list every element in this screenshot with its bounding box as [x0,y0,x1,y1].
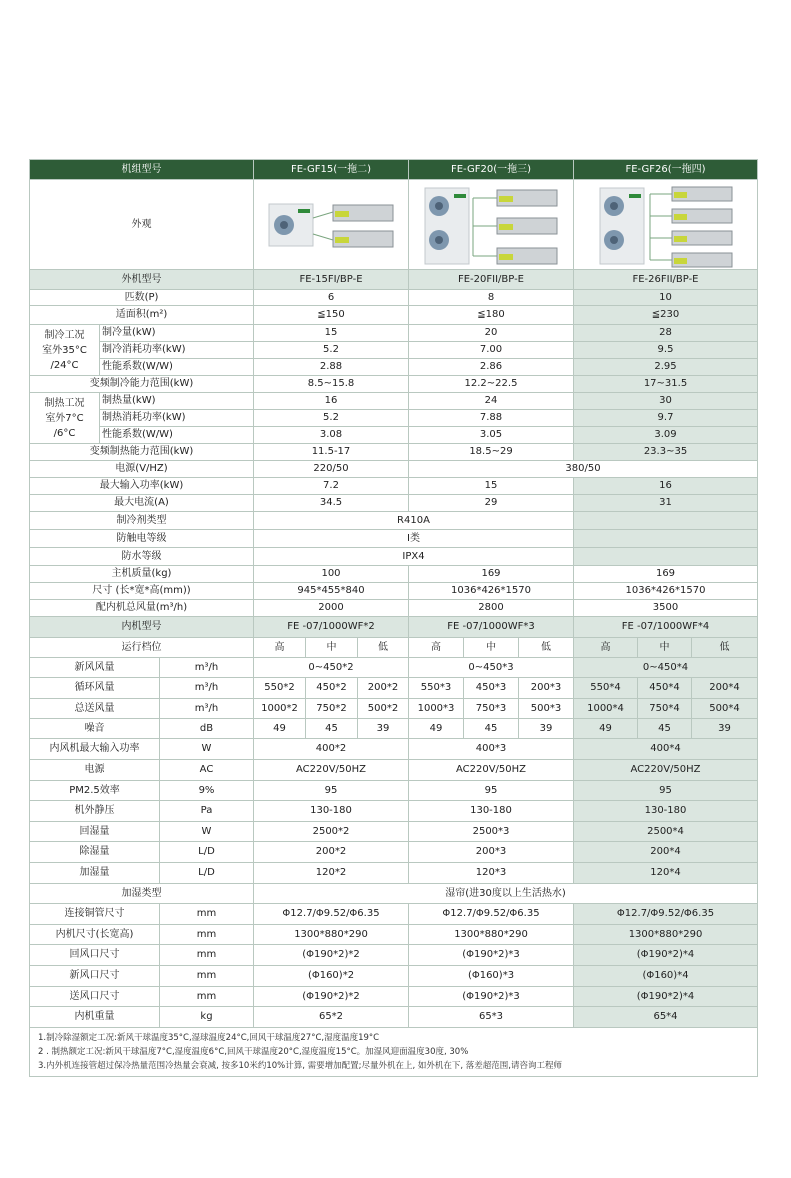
product-image-gf26 [574,180,758,270]
cell: (Φ190*2)*4 [574,987,758,1007]
cell: 7.88 [409,410,574,427]
cell: 750*3 [464,699,519,719]
unit: W [160,822,254,842]
outdoor-model-2: FE-20FII/BP-E [409,270,574,290]
row-label: 总送风量 [30,699,160,719]
cell: ≦150 [254,306,409,325]
cell: 550*3 [409,678,464,699]
product-image-gf15 [254,180,409,270]
row-label: 新风风量 [30,658,160,678]
table-row [30,342,758,359]
table-row [30,325,758,342]
cell: 750*4 [638,699,692,719]
row-label: 防触电等级 [30,530,254,548]
cell: 130-180 [254,801,409,822]
spec-table [29,159,758,1077]
row-label: 电源(V/HZ) [30,461,254,478]
cell: 1036*426*1570 [409,583,574,600]
cell: 200*2 [358,678,409,699]
cell: 550*4 [574,678,638,699]
cell: 450*2 [306,678,358,699]
table-row [30,904,758,925]
model-gf20: FE-GF20(一拖三) [409,160,574,180]
cell: 200*3 [519,678,574,699]
cell: 3.09 [574,427,758,444]
row-label: 制冷消耗功率(kW) [100,342,254,359]
cell: 500*2 [358,699,409,719]
unit: Pa [160,801,254,822]
table-row [30,376,758,393]
indoor-model-3: FE -07/1000WF*4 [574,617,758,638]
table-row [30,427,758,444]
appearance-row [30,180,758,270]
cell: 39 [692,719,758,739]
table-row [30,678,758,699]
cell: AC220V/50HZ [254,760,409,781]
indoor-model-label: 内机型号 [30,617,254,638]
cell: 169 [574,566,758,583]
table-row [30,410,758,427]
table-row [30,566,758,583]
table-row [30,461,758,478]
row-label: 噪音 [30,719,160,739]
cell: 1300*880*290 [574,925,758,945]
cell: AC220V/50HZ [409,760,574,781]
cell: 100 [254,566,409,583]
row-label: 制冷量(kW) [100,325,254,342]
unit: m³/h [160,678,254,699]
cell: 3.05 [409,427,574,444]
speed-mid: 中 [464,638,519,658]
cell: 3500 [574,600,758,617]
table-row [30,600,758,617]
row-label: 制热消耗功率(kW) [100,410,254,427]
table-row [30,842,758,863]
table-row [30,658,758,678]
note-1: 1.制冷除湿额定工况:新风干球温度35°C,湿球温度24°C,回风干球温度27°C,湿度温度19°C [38,1033,380,1043]
cell: 16 [254,393,409,410]
cell-empty [574,530,758,548]
speed-mid: 中 [638,638,692,658]
cell: 1300*880*290 [254,925,409,945]
cell: (Φ190*2)*2 [254,987,409,1007]
product-image-gf20 [409,180,574,270]
cell: 2800 [409,600,574,617]
table-row [30,583,758,600]
cell: 1300*880*290 [409,925,574,945]
cell: (Φ190*2)*4 [574,945,758,966]
unit: kg [160,1007,254,1028]
speed-high: 高 [254,638,306,658]
cell: 15 [254,325,409,342]
row-label: 制热量(kW) [100,393,254,410]
cell: Φ12.7/Φ9.52/Φ6.35 [254,904,409,925]
cell: 34.5 [254,495,409,512]
notes [30,1028,758,1077]
row-label: 加湿类型 [30,884,254,904]
cell: 120*2 [254,863,409,884]
outdoor-model-row [30,270,758,290]
indoor-model-row [30,617,758,638]
cell-empty [574,548,758,566]
unit: W [160,739,254,760]
outdoor-model-1: FE-15FI/BP-E [254,270,409,290]
cell: 11.5-17 [254,444,409,461]
row-label: 除湿量 [30,842,160,863]
table-row [30,495,758,512]
cell: 45 [638,719,692,739]
cell: 550*2 [254,678,306,699]
table-row [30,393,758,410]
row-label: 加湿量 [30,863,160,884]
notes-row [30,1028,758,1077]
cell: 49 [574,719,638,739]
table-row [30,512,758,530]
table-row [30,444,758,461]
row-label: 最大输入功率(kW) [30,478,254,495]
cell: 120*4 [574,863,758,884]
cooling-group-label [30,325,100,376]
cell: 500*4 [692,699,758,719]
speed-low: 低 [358,638,409,658]
cell: IPX4 [254,548,574,566]
unit: mm [160,925,254,945]
note-3: 3.内外机连接管超过保冷热量范围冷热量会衰减, 按多10米约10%计算, 需要增加配置;尽量外机在上, 如外机在下, 落差超范围,请咨询工程师 [38,1061,563,1071]
row-label: 性能系数(W/W) [100,359,254,376]
row-label: 配内机总风量(m³/h) [30,600,254,617]
cell: 2.86 [409,359,574,376]
cell: 24 [409,393,574,410]
unit-image-3 [598,182,734,268]
table-row [30,884,758,904]
table-row [30,739,758,760]
heating-group-label [30,393,100,444]
cell: 31 [574,495,758,512]
cell: I类 [254,530,574,548]
appearance-label: 外观 [30,180,254,270]
cell: 200*4 [574,842,758,863]
table-row [30,1007,758,1028]
cell: 400*3 [409,739,574,760]
cell: R410A [254,512,574,530]
cell: (Φ160)*4 [574,966,758,987]
cell: 2500*2 [254,822,409,842]
unit-image-1 [267,197,395,253]
cell: 1000*3 [409,699,464,719]
row-label: 最大电流(A) [30,495,254,512]
cell: (Φ160)*2 [254,966,409,987]
cell: 6 [254,290,409,306]
model-header-row [30,160,758,180]
cell: 1036*426*1570 [574,583,758,600]
cell: ≦180 [409,306,574,325]
cell: 28 [574,325,758,342]
cell: (Φ190*2)*3 [409,945,574,966]
outdoor-model-label: 外机型号 [30,270,254,290]
cell: 450*3 [464,678,519,699]
cell: 2.88 [254,359,409,376]
row-label: 防水等级 [30,548,254,566]
cell: 18.5~29 [409,444,574,461]
outdoor-model-3: FE-26FII/BP-E [574,270,758,290]
cell: 65*4 [574,1007,758,1028]
table-row [30,987,758,1007]
model-gf15: FE-GF15(一拖二) [254,160,409,180]
cell: 500*3 [519,699,574,719]
table-row [30,945,758,966]
row-label: 变频制冷能力范围(kW) [30,376,254,393]
cell: 130-180 [574,801,758,822]
row-label: 内风机最大输入功率 [30,739,160,760]
cell: 49 [254,719,306,739]
unit: mm [160,904,254,925]
cell: 15 [409,478,574,495]
unit: 9% [160,781,254,801]
cell: 95 [574,781,758,801]
row-label: 机外静压 [30,801,160,822]
table-row [30,801,758,822]
cell: Φ12.7/Φ9.52/Φ6.35 [574,904,758,925]
indoor-model-1: FE -07/1000WF*2 [254,617,409,638]
cell: 30 [574,393,758,410]
cell: 2500*3 [409,822,574,842]
cell: 9.5 [574,342,758,359]
cell: (Φ190*2)*2 [254,945,409,966]
cell: 29 [409,495,574,512]
cell: 95 [409,781,574,801]
table-row [30,781,758,801]
cell: (Φ190*2)*3 [409,987,574,1007]
row-label: 运行档位 [30,638,254,658]
cell: Φ12.7/Φ9.52/Φ6.35 [409,904,574,925]
row-label: 匹数(P) [30,290,254,306]
cell: 65*3 [409,1007,574,1028]
unit-image-2 [423,182,559,268]
row-label: 适面积(m²) [30,306,254,325]
table-row [30,359,758,376]
speed-low: 低 [519,638,574,658]
row-label: 循环风量 [30,678,160,699]
table-row [30,760,758,781]
table-row [30,822,758,842]
cell: 65*2 [254,1007,409,1028]
table-row [30,530,758,548]
unit: mm [160,945,254,966]
cell: 200*3 [409,842,574,863]
row-label: 内机重量 [30,1007,160,1028]
row-label: 变频制热能力范围(kW) [30,444,254,461]
cell: 8 [409,290,574,306]
table-row [30,306,758,325]
cooling-group-text: 制冷工况 室外35°C /24°C [42,329,87,371]
row-label: 电源 [30,760,160,781]
row-label: PM2.5效率 [30,781,160,801]
row-label: 尺寸 (长*宽*高(mm)) [30,583,254,600]
cell: ≦230 [574,306,758,325]
unit: mm [160,987,254,1007]
cell: 200*4 [692,678,758,699]
cell: 750*2 [306,699,358,719]
cell: 23.3~35 [574,444,758,461]
cell: 0~450*4 [574,658,758,678]
table-row [30,719,758,739]
cell: 7.2 [254,478,409,495]
cell: 945*455*840 [254,583,409,600]
row-label: 性能系数(W/W) [100,427,254,444]
unit: L/D [160,842,254,863]
row-label: 回湿量 [30,822,160,842]
table-row [30,478,758,495]
speed-high: 高 [574,638,638,658]
cell: 8.5~15.8 [254,376,409,393]
row-label: 内机尺寸(长宽高) [30,925,160,945]
table-row [30,863,758,884]
cell: 39 [358,719,409,739]
note-2: 2 . 制热额定工况:新风干球温度7°C,湿度温度6°C,回风干球温度20°C,湿度温度15°C。加湿风迎面温度30度, 30% [38,1047,469,1057]
indoor-model-2: FE -07/1000WF*3 [409,617,574,638]
unit: L/D [160,863,254,884]
header-label: 机组型号 [30,160,254,180]
cell: 400*2 [254,739,409,760]
cell: 2000 [254,600,409,617]
row-label: 新风口尺寸 [30,966,160,987]
cell: 10 [574,290,758,306]
cell: 湿帘(进30度以上生活热水) [254,884,758,904]
cell: 9.7 [574,410,758,427]
cell: 220/50 [254,461,409,478]
cell: 1000*2 [254,699,306,719]
cell: 0~450*3 [409,658,574,678]
cell: 49 [409,719,464,739]
table-row [30,966,758,987]
heating-group-text: 制热工况 室外7°C /6°C [44,397,85,439]
speed-low: 低 [692,638,758,658]
table-row [30,290,758,306]
cell: 169 [409,566,574,583]
cell: 7.00 [409,342,574,359]
cell: 3.08 [254,427,409,444]
cell: 45 [464,719,519,739]
table-row [30,548,758,566]
cell: 130-180 [409,801,574,822]
cell: 95 [254,781,409,801]
cell: 2500*4 [574,822,758,842]
cell: (Φ160)*3 [409,966,574,987]
unit: mm [160,966,254,987]
row-label: 送风口尺寸 [30,987,160,1007]
speed-row [30,638,758,658]
unit: m³/h [160,699,254,719]
table-row [30,925,758,945]
cell: 12.2~22.5 [409,376,574,393]
row-label: 制冷剂类型 [30,512,254,530]
cell: 120*3 [409,863,574,884]
speed-high: 高 [409,638,464,658]
cell: 45 [306,719,358,739]
cell: 5.2 [254,342,409,359]
cell: 450*4 [638,678,692,699]
row-label: 连接铜管尺寸 [30,904,160,925]
cell-empty [574,512,758,530]
row-label: 回风口尺寸 [30,945,160,966]
cell: 5.2 [254,410,409,427]
row-label: 主机质量(kg) [30,566,254,583]
cell: 16 [574,478,758,495]
cell: 380/50 [409,461,758,478]
cell: 400*4 [574,739,758,760]
cell: 2.95 [574,359,758,376]
unit: m³/h [160,658,254,678]
cell: AC220V/50HZ [574,760,758,781]
cell: 200*2 [254,842,409,863]
cell: 39 [519,719,574,739]
cell: 1000*4 [574,699,638,719]
unit: AC [160,760,254,781]
table-row [30,699,758,719]
model-gf26: FE-GF26(一拖四) [574,160,758,180]
cell: 20 [409,325,574,342]
cell: 17~31.5 [574,376,758,393]
speed-mid: 中 [306,638,358,658]
cell: 0~450*2 [254,658,409,678]
unit: dB [160,719,254,739]
